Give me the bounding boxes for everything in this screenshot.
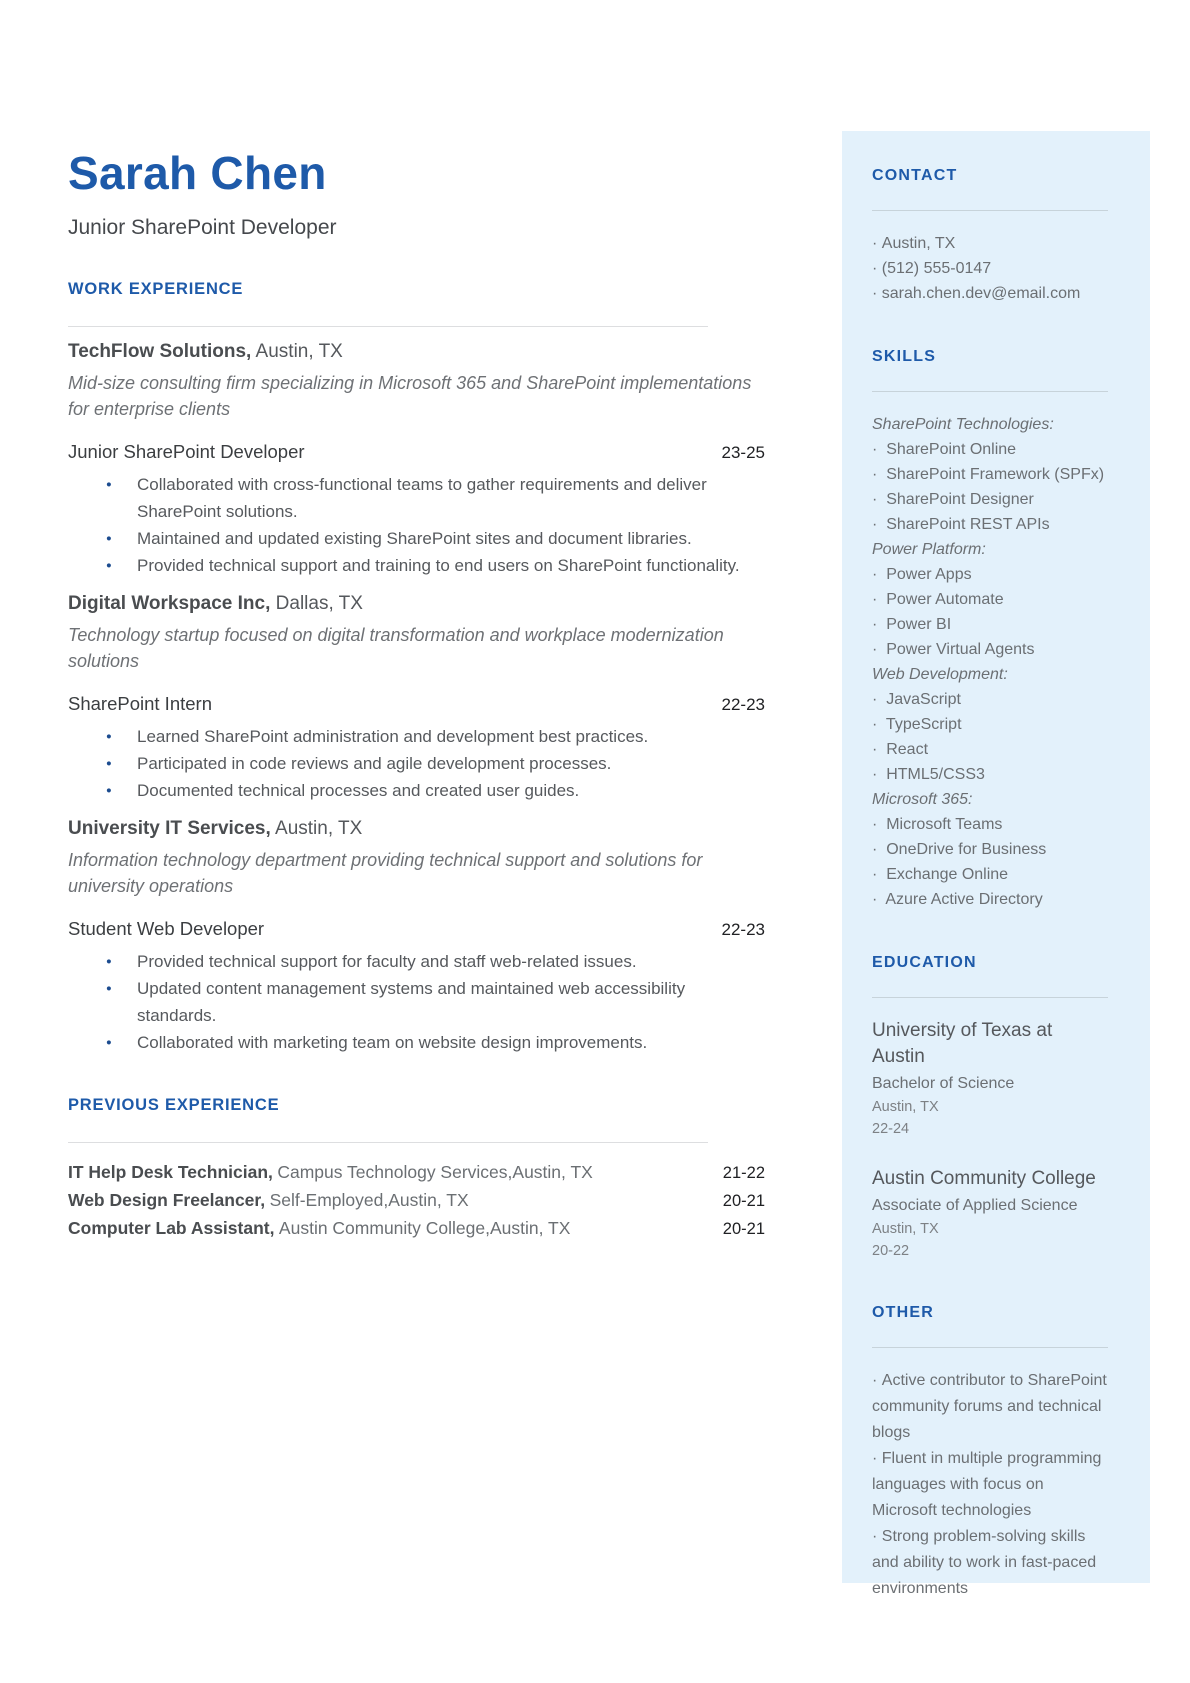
previous-experience-row: [68, 1187, 765, 1215]
previous-org: Self-Employed,Austin, TX: [269, 1190, 469, 1210]
skill-item: · Power Automate: [872, 591, 1004, 608]
contact-item: · Austin, TX: [872, 235, 956, 252]
role-bullet: ● Learned SharePoint administration and development best practices.: [106, 723, 765, 750]
education-section: [872, 954, 1108, 1262]
role-bullet-list: [106, 948, 765, 1056]
skill-item: · HTML5/CSS3: [872, 766, 985, 783]
other-section: [872, 1304, 1108, 1602]
previous-experience-row: [68, 1159, 765, 1187]
section-heading-work-experience: WORK EXPERIENCE: [68, 280, 244, 298]
company-name-line: [68, 339, 765, 365]
role-bullet: ● Maintained and updated existing SharePoint sites and document libraries.: [106, 525, 765, 552]
skill-item: · Power Apps: [872, 566, 972, 583]
company-location: Austin, TX: [255, 341, 343, 362]
previous-experience-text: [68, 1215, 570, 1243]
role-bullet: ● Provided technical support for faculty and staff web-related issues.: [106, 948, 765, 975]
education-list: [872, 1018, 1108, 1262]
sidebar-divider: [872, 997, 1108, 998]
previous-experience-text: [68, 1187, 469, 1215]
other-item: · Fluent in multiple programming languages with focus on Microsoft technologies: [872, 1450, 1102, 1519]
school-dates: 20-22: [872, 1243, 910, 1259]
previous-experience-list: [68, 1159, 765, 1243]
previous-dates: 20-21: [722, 1220, 765, 1238]
role-title: SharePoint Intern: [68, 693, 212, 714]
previous-experience-row: [68, 1215, 765, 1243]
person-name: Sarah Chen: [68, 147, 327, 199]
previous-dates: 20-21: [722, 1192, 765, 1210]
skills-list: [872, 412, 1108, 912]
company-entry: [68, 591, 765, 804]
role-dates: 22-23: [721, 920, 765, 939]
skill-category: SharePoint Technologies:: [872, 416, 1054, 433]
person-title: Junior SharePoint Developer: [68, 216, 337, 239]
previous-role: IT Help Desk Technician,: [68, 1162, 273, 1182]
company-name: Digital Workspace Inc,: [68, 593, 271, 614]
role-bullet: ● Collaborated with marketing team on website design improvements.: [106, 1029, 765, 1056]
school-name: University of Texas at Austin: [872, 1020, 1053, 1067]
skill-category: Power Platform:: [872, 541, 986, 558]
contact-item: · sarah.chen.dev@email.com: [872, 285, 1081, 302]
skill-item: · TypeScript: [872, 716, 962, 733]
school-name: Austin Community College: [872, 1168, 1096, 1189]
school-location: Austin, TX: [872, 1221, 939, 1237]
contact-section: [872, 167, 1108, 306]
company-description: Mid-size consulting firm specializing in Microsoft 365 and SharePoint implementations for enterprise clients: [68, 373, 752, 419]
role-row: [68, 441, 765, 463]
company-location: Austin, TX: [275, 818, 363, 839]
school-dates: 22-24: [872, 1121, 910, 1137]
skill-item: · SharePoint Framework (SPFx): [872, 466, 1105, 483]
company-name: University IT Services,: [68, 818, 271, 839]
contact-list: [872, 231, 1108, 306]
skills-section: [872, 348, 1108, 912]
sidebar-divider: [872, 1347, 1108, 1348]
company-name-line: [68, 816, 765, 842]
previous-experience-text: [68, 1159, 593, 1187]
company-description: Technology startup focused on digital transformation and workplace modernization solutions: [68, 625, 724, 671]
skill-item: · OneDrive for Business: [872, 841, 1047, 858]
company-name-line: [68, 591, 765, 617]
company-entry: [68, 816, 765, 1056]
skill-item: · Microsoft Teams: [872, 816, 1003, 833]
role-title: Student Web Developer: [68, 918, 265, 939]
school-entry: [872, 1018, 1108, 1140]
role-bullet: ● Documented technical processes and created user guides.: [106, 777, 765, 804]
previous-role: Web Design Freelancer,: [68, 1190, 266, 1210]
previous-org: Austin Community College,Austin, TX: [278, 1218, 571, 1238]
skill-category: Microsoft 365:: [872, 791, 973, 808]
company-name: TechFlow Solutions,: [68, 341, 252, 362]
role-title: Junior SharePoint Developer: [68, 441, 305, 462]
section-heading-previous-experience: PREVIOUS EXPERIENCE: [68, 1096, 280, 1114]
skill-item: · React: [872, 741, 929, 758]
role-row: [68, 693, 765, 715]
skill-category: Web Development:: [872, 666, 1008, 683]
section-divider: [68, 326, 708, 327]
role-bullet: ● Participated in code reviews and agile development processes.: [106, 750, 765, 777]
role-bullet: ● Provided technical support and training to end users on SharePoint functionality.: [106, 552, 765, 579]
other-item: · Strong problem-solving skills and ability to work in fast-paced environments: [872, 1528, 1097, 1597]
skill-item: · Exchange Online: [872, 866, 1009, 883]
role-row: [68, 918, 765, 940]
company-description: Information technology department providing technical support and solutions for university operations: [68, 850, 703, 896]
school-degree: Associate of Applied Science: [872, 1197, 1078, 1214]
role-dates: 23-25: [721, 443, 765, 462]
school-location: Austin, TX: [872, 1099, 939, 1115]
role-dates: 22-23: [721, 695, 765, 714]
company-entry: [68, 339, 765, 579]
education-heading: EDUCATION: [872, 954, 977, 971]
work-experience-list: [68, 339, 765, 1056]
previous-dates: 21-22: [722, 1164, 765, 1182]
role-bullet: ● Collaborated with cross-functional teams to gather requirements and deliver SharePoint solutions.: [106, 471, 765, 525]
skill-item: · JavaScript: [872, 691, 961, 708]
section-divider: [68, 1142, 708, 1143]
skill-item: · Azure Active Directory: [872, 891, 1043, 908]
skill-item: · Power Virtual Agents: [872, 641, 1035, 658]
skills-heading: SKILLS: [872, 348, 937, 365]
role-bullet: ● Updated content management systems and maintained web accessibility standards.: [106, 975, 765, 1029]
sidebar: [842, 131, 1150, 1597]
other-list: [872, 1368, 1108, 1602]
other-heading: OTHER: [872, 1304, 934, 1321]
sidebar-divider: [872, 210, 1108, 211]
sidebar-divider: [872, 391, 1108, 392]
role-bullet-list: [106, 723, 765, 804]
company-location: Dallas, TX: [275, 593, 363, 614]
contact-heading: CONTACT: [872, 167, 958, 184]
school-entry: [872, 1166, 1108, 1262]
skill-item: · SharePoint REST APIs: [872, 516, 1050, 533]
skill-item: · Power BI: [872, 616, 952, 633]
contact-item: · (512) 555-0147: [872, 260, 992, 277]
role-bullet-list: [106, 471, 765, 579]
skill-item: · SharePoint Designer: [872, 491, 1034, 508]
previous-role: Computer Lab Assistant,: [68, 1218, 275, 1238]
other-item: · Active contributor to SharePoint community forums and technical blogs: [872, 1372, 1107, 1441]
main-column: [68, 146, 765, 1243]
school-degree: Bachelor of Science: [872, 1075, 1015, 1092]
skill-item: · SharePoint Online: [872, 441, 1017, 458]
previous-org: Campus Technology Services,Austin, TX: [277, 1162, 593, 1182]
